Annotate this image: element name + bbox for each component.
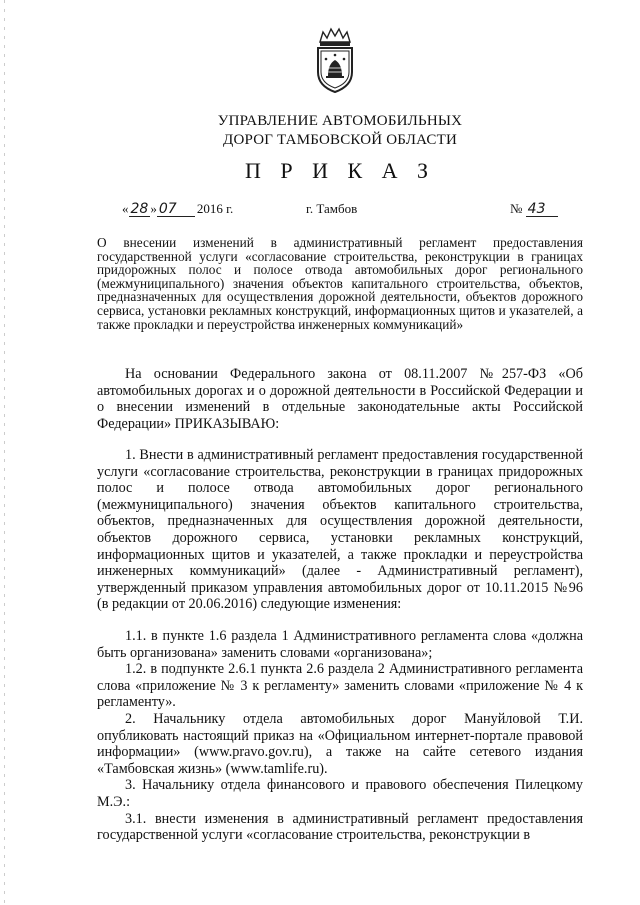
number-label: №	[510, 201, 523, 216]
document-city: г. Тамбов	[306, 201, 358, 216]
paragraph: 1.2. в подпункте 2.6.1 пункта 2.6 раздела 2 Административного регламента слова «приложение № 3 к регламенту» заменить словами «приложение № 4 к регламенту».	[97, 661, 583, 711]
paragraph: 1. Внести в административный регламент предоставления государственной услуги «согласование строительства, реконструкции в границах придорожных полос и полосе отвода автомобильных дорог регионального (межмуниципального) значения объектов капитального строительства, объектов, предназначенных для осуществления дорожной деятельности, объектов дорожного сервиса, установки рекламных конструкций, информационных щитов и указателей, а также прокладки и переустройства инженерных коммуникаций» (далее - Административный регламент), утвержденный приказом управления автомобильных дорог от 10.11.2015 №96 (в редакции от 20.06.2016) следующие изменения:	[97, 447, 583, 613]
paragraph: На основании Федерального закона от 08.11.2007 №257-ФЗ «Об автомобильных дорогах и о дорожной деятельности в Российской Федерации и о внесении изменений в отдельные законодательные акты Российской Федерации» ПРИКАЗЫВАЮ:	[97, 366, 583, 432]
document-date	[122, 201, 233, 217]
order-items	[97, 628, 583, 844]
order-item-1	[97, 447, 583, 613]
date-day: 28	[130, 201, 149, 217]
document-number	[510, 201, 558, 217]
paragraph: 1.1. в пункте 1.6 раздела 1 Административного регламента слова «должна быть организована» заменить словами «организована»;	[97, 628, 583, 661]
date-month: 07	[157, 203, 195, 217]
document-title: П Р И К А З	[244, 158, 436, 183]
date-open-quote: «	[122, 201, 129, 216]
org-line-2: ДОРОГ ТАМБОВСКОЙ ОБЛАСТИ	[223, 132, 457, 148]
document-subject: О внесении изменений в административный регламент предоставления государственной услуги «согласование строительства, реконструкции в границах придорожных полос и полосе отвода автомобильных дорог регионального (межмуниципального) значения объектов капитального строительства, объектов, предназначенных для осуществления дорожной деятельности, объектов дорожного сервиса, установки рекламных конструкций, информационных щитов и указателей, а также прокладки и переустройства инженерных коммуникаций»	[97, 235, 583, 332]
date-close-quote: »	[150, 201, 157, 216]
paragraph: 2. Начальнику отдела автомобильных дорог Мануйловой Т.И. опубликовать настоящий приказ на «Официальном интернет-портале правовой информации» (www.pravo.gov.ru), а также на сайте сетевого издания «Тамбовская жизнь» (www.tamlife.ru).	[97, 710, 583, 777]
paragraph: 3.1. внести изменения в административный регламент предоставления государственной услуги «согласование строительства, реконструкции в	[97, 810, 583, 844]
paragraph: 3. Начальнику отдела финансового и правового обеспечения Пилецкому М.Э.:	[97, 777, 583, 810]
preamble	[97, 366, 583, 432]
coat-of-arms-emblem	[312, 26, 358, 96]
organization-name	[190, 112, 490, 150]
scan-binding-marks	[4, 0, 5, 905]
org-line-1: УПРАВЛЕНИЕ АВТОМОБИЛЬНЫХ	[217, 113, 463, 129]
number-value: 43	[526, 203, 558, 217]
date-year: 2016 г.	[196, 201, 234, 216]
